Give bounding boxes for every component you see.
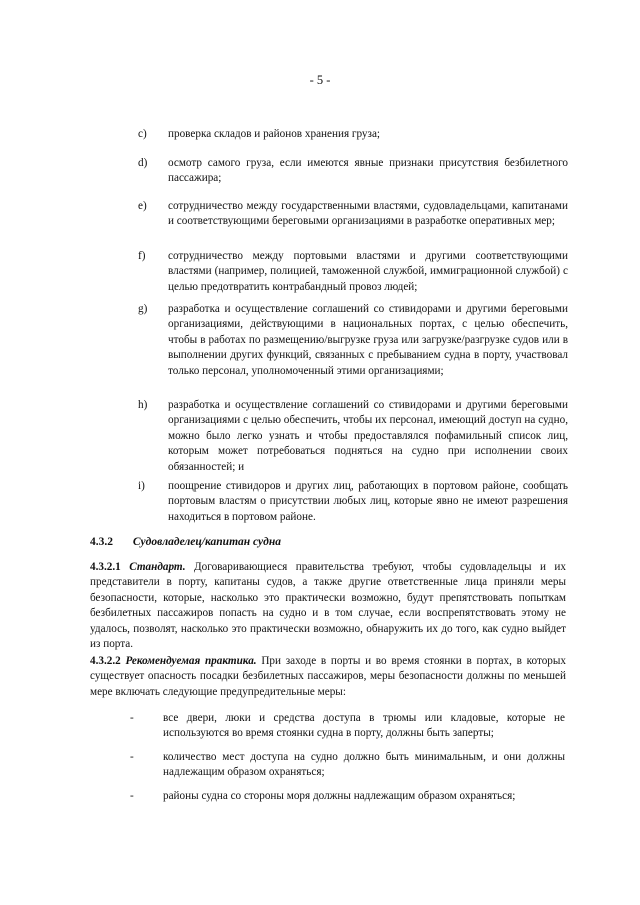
list-marker: f) [138,250,146,262]
list-marker: h) [138,399,148,411]
paragraph-text: При заходе в порты и во время стоянки в портах, в которых существует опасность посадки безбилетных пассажиров, меры безопасности должны по меньшей мере включать следующие предупредительные меры: [90,655,566,698]
list-marker: d) [138,157,148,169]
page-number: - 5 - [309,73,331,87]
paragraph-text: Договаривающиеся правительства требуют, чтобы судовладельцы и их представители в порту, капитаны судов, а также другие ответственные лица приняли меры безопасности, которые, насколько это практически возможно, будут препятствовать попыткам безбилетных пассажиров попасть на судно и в том случае, если воспрепятствовать этому не удалось, позволят, насколько это практически возможно, обнаружить их до того, как судно выйдет из порта. [90,561,567,651]
bullet-dash: - [130,790,134,802]
list-item-text: осмотр самого груза, если имеются явные признаки присутствия безбилетного пассажира; [168,157,568,185]
list-item-text: сотрудничество между портовыми властями и другими соответствующими властями (например, полицией, таможенной службой, иммиграционной службой) с целью предотвратить контрабандный провоз людей; [168,250,568,293]
section-heading [90,536,281,548]
paragraph [90,560,566,652]
bullet-text: все двери, люки и средства доступа в трюмы или кладовые, которые не используются во время стоянки судна в порту, должны быть заперты; [163,712,565,740]
paragraph-number: 4.3.2.2 [90,655,121,667]
paragraph-number: 4.3.2.1 [90,561,121,573]
bullet-text: районы судна со стороны моря должны надлежащим образом охраняться; [163,790,516,802]
bullet-text: количество мест доступа на судно должно быть минимальным, и они должны надлежащим образом охраняться; [163,751,565,779]
list-marker: c) [138,128,147,140]
list-item-text: сотрудничество между государственными властями, судовладельцами, капитанами и соответствующими береговыми организациями в разработке оперативных мер; [168,200,568,228]
bullet-dash: - [130,712,134,724]
list-item-text: поощрение стивидоров и других лиц, работающих в портовом районе, сообщать портовым властям о присутствии любых лиц, которые явно не имеют разрешения находиться в портовом районе. [168,480,568,523]
paragraph [90,654,566,700]
list-item-text: проверка складов и районов хранения груза; [168,128,381,140]
list-marker: g) [138,303,148,315]
list-marker: i) [138,480,145,492]
paragraph-label: Рекомендуемая практика. [125,655,257,667]
paragraph-label: Стандарт. [129,561,186,573]
bullet-dash: - [130,751,134,763]
list-marker: e) [138,200,147,212]
list-item-text: разработка и осуществление соглашений со стивидорами и другими береговыми организациями, действующими в национальных портах, с целью обеспечить, чтобы в работах по размещению/выгрузке груза или загрузке/разгрузке судов или в выполнении других функций, связанных с пребыванием судна в порту, участвовал только персонал, уполномоченный этими организациями; [168,303,568,377]
list-item-text: разработка и осуществление соглашений со стивидорами и другими береговыми организациями с целью обеспечить, чтобы их персонал, имеющий доступ на судно, можно было легко узнать и чтобы предоставлялся пофамильный список лиц, которым может потребоваться подняться на судно при исполнении своих обязанностей; и [168,399,568,473]
section-title: Судовладелец/капитан судна [132,536,281,548]
section-number: 4.3.2 [90,536,113,548]
